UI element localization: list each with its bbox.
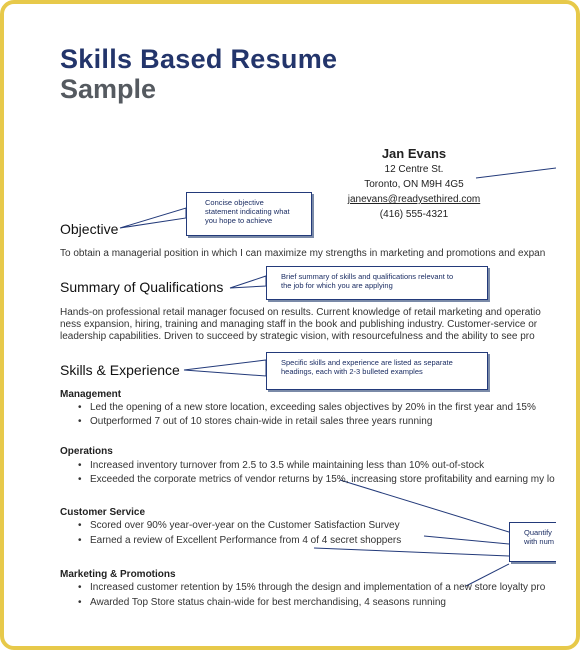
objective-callout-line: statement indicating what (205, 207, 290, 216)
skill-bullet (78, 460, 484, 471)
skills-callout-line: Specific skills and experience are listed as separate (281, 358, 453, 367)
objective-heading: Objective (60, 221, 119, 237)
document-title: Skills Based Resume (60, 44, 338, 74)
summary-leader (230, 276, 266, 288)
skill-bullet (78, 582, 545, 593)
resume-page (4, 4, 556, 650)
skill-bullet (78, 597, 446, 608)
summary-callout-line: the job for which you are applying (281, 281, 393, 290)
bullet-glyph: • (78, 474, 82, 485)
document-subtitle: Sample (60, 74, 157, 104)
skill-bullet-text: Increased customer retention by 15% through the design and implementation of a new store loyalty pro (90, 582, 546, 593)
skill-bullet-text: Exceeded the corporate metrics of vendor returns by 15%, increasing store profitability and earning my lo (90, 474, 555, 485)
skill-bullet-text: Led the opening of a new store location, exceeding sales objectives by 20% in the first year and 15% (90, 402, 536, 413)
skill-group-title: Marketing & Promotions (60, 569, 176, 580)
contact-address: 12 Centre St. (384, 164, 444, 175)
objective-callout-line: Concise objective (205, 198, 264, 207)
summary-line: ness expansion, hiring, training and managing staff in the book and publishing industry. Customer-service or (60, 319, 538, 330)
contact-email-link[interactable]: janevans@readysethired.com (347, 194, 481, 205)
bullet-glyph: • (78, 535, 82, 546)
quantify-leader-2 (424, 536, 509, 544)
bullet-glyph: • (78, 520, 82, 531)
bullet-glyph: • (78, 597, 82, 608)
bullet-glyph: • (78, 582, 82, 593)
objective-callout (186, 192, 312, 236)
quantify-callout (509, 522, 556, 562)
skill-bullet-text: Scored over 90% year-over-year on the Customer Satisfaction Survey (90, 520, 400, 531)
bullet-glyph: • (78, 460, 82, 471)
summary-heading: Summary of Qualifications (60, 279, 224, 295)
quantify-leader-3 (314, 548, 509, 556)
skill-group-title: Management (60, 389, 122, 400)
summary-callout (266, 266, 488, 300)
contact-city: Toronto, ON M9H 4G5 (364, 179, 464, 190)
skills-leader (184, 360, 266, 376)
summary-line: Hands-on professional retail manager focused on results. Current knowledge of retail marketing and operatio (60, 307, 541, 318)
quantify-callout-line: with num (524, 537, 555, 546)
bullet-glyph: • (78, 402, 82, 413)
objective-leader (120, 208, 186, 228)
skill-bullet-text: Outperformed 7 out of 10 stores chain-wide in retail sales three years running (90, 416, 433, 427)
contact-phone: (416) 555-4321 (379, 209, 449, 220)
skills-heading: Skills & Experience (60, 362, 180, 378)
contact-block (334, 146, 494, 222)
skills-callout-line: headings, each with 2-3 bulleted examples (281, 367, 423, 376)
summary-line: leadership capabilities. Driven to succeed by strategic vision, with resourcefulness and the ability to see pro (60, 331, 535, 342)
skill-bullet (78, 416, 432, 427)
objective-callout-line: you hope to achieve (205, 216, 273, 225)
skill-group-title: Operations (60, 446, 113, 457)
skill-bullet-text: Earned a review of Excellent Performance from 4 of 4 secret shoppers (90, 535, 402, 546)
summary-callout-line: Brief summary of skills and qualifications relevant to (281, 272, 454, 281)
objective-text: To obtain a managerial position in which I can maximize my strengths in marketing and promotions and expan (60, 248, 546, 259)
quantify-callout-line: Quantify (524, 528, 552, 537)
skill-bullet-text: Increased inventory turnover from 2.5 to 3.5 while maintaining less than 10% out-of-stock (90, 460, 485, 471)
skill-bullet (78, 402, 536, 413)
skill-bullet (78, 474, 555, 485)
skills-callout (266, 352, 488, 390)
contact-name: Jan Evans (381, 146, 447, 161)
skill-group-title: Customer Service (60, 507, 146, 518)
skill-bullet-text: Awarded Top Store status chain-wide for best merchandising, 4 seasons running (90, 597, 446, 608)
bullet-glyph: • (78, 416, 82, 427)
skill-bullet (78, 535, 401, 546)
skill-bullet (78, 520, 400, 531)
